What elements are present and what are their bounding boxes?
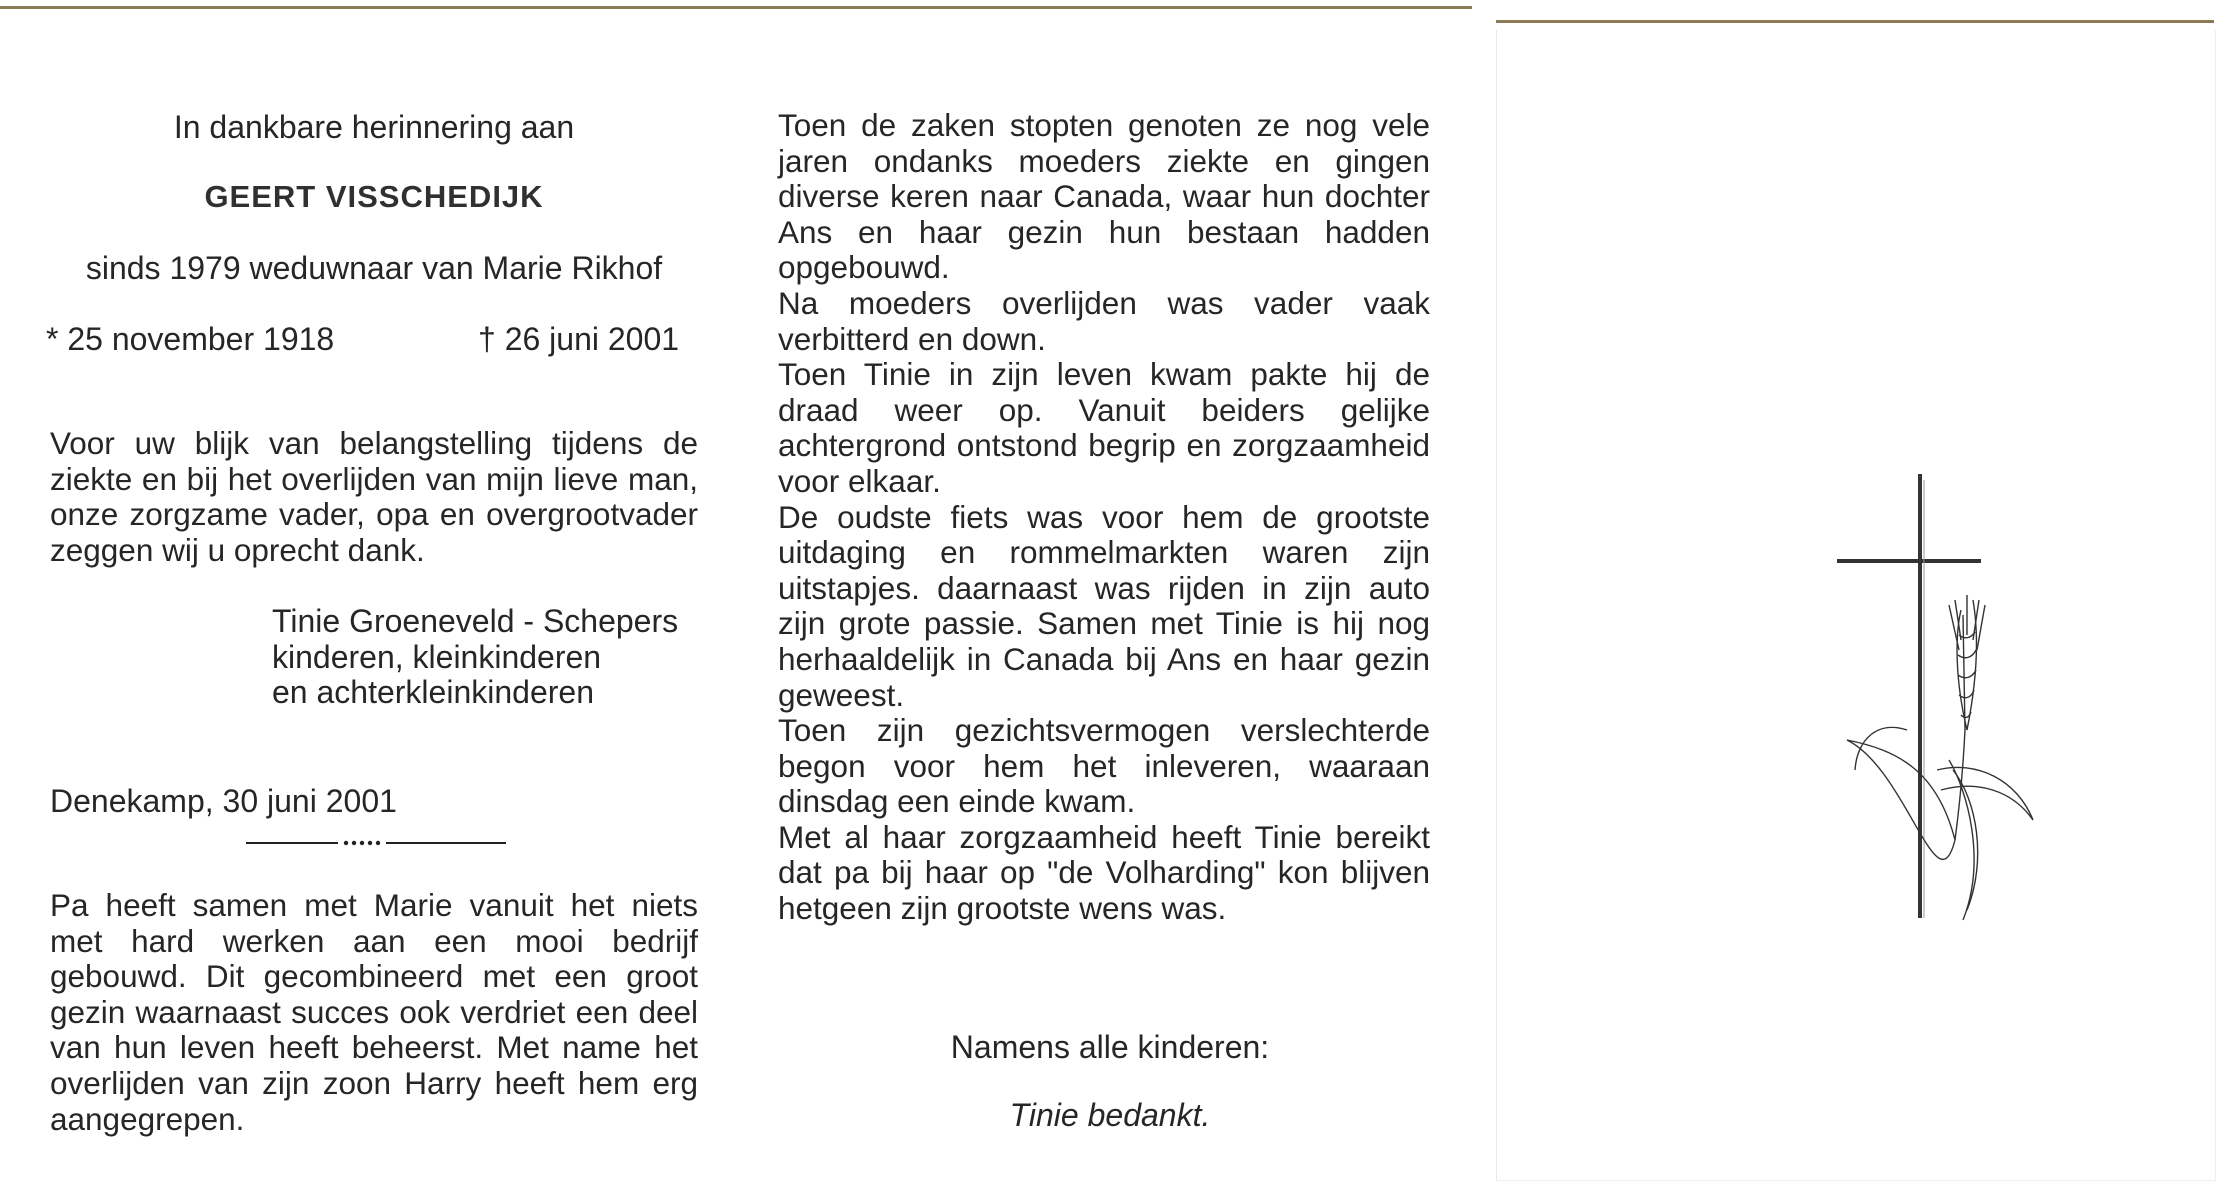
life-paragraph — [50, 888, 698, 1137]
place-date: Denekamp, 30 juni 2001 — [50, 783, 397, 819]
thanks-text: Voor uw blijk van belangstelling tijdens de ziekte en bij het overlijden van mijn lieve man, onze zorgzame vader, opa en overgrootvader zeggen wij u oprecht dank. — [50, 425, 698, 568]
intro-line: In dankbare herinnering aan — [173, 109, 575, 145]
story-paragraph: Toen de zaken stopten genoten ze nog vele jaren ondanks moeders ziekte en gingen diverse keren naar Canada, waar hun dochter Ans en haar gezin hun bestaan hadden opgebouwd. — [778, 107, 1430, 286]
family-line: Tinie Groeneveld - Schepers — [272, 603, 679, 639]
signature-line: Tinie bedankt. — [1009, 1097, 1211, 1133]
story-paragraph: Toen zijn gezichtsvermogen verslechterde begon voor hem het inleveren, waaraan dinsdag een einde kwam. — [778, 712, 1430, 820]
birth-date: * 25 november 1918 — [46, 321, 335, 357]
widower-line: sinds 1979 weduwnaar van Marie Rikhof — [85, 250, 663, 286]
story-paragraph: De oudste fiets was voor hem de grootste uitdaging en rommelmarkten waren zijn uitstapjes. daarnaast was rijden in zijn auto zijn grote passie. Samen met Tinie is hij nog herhaaldelijk in Canada bij Ans en haar gezin geweest. — [778, 498, 1430, 713]
ornamental-divider — [246, 840, 506, 846]
cross-with-wheat-icon — [1837, 440, 2077, 940]
signoff-line: Namens alle kinderen: — [950, 1029, 1270, 1065]
top-edge-right — [1496, 20, 2214, 23]
family-signature — [272, 604, 678, 711]
story-paragraph: Toen Tinie in zijn leven kwam pakte hij de draad weer op. Vanuit beiders gelijke achtergrond ontstond begrip en zorgzaamheid voor elkaar. — [778, 356, 1430, 499]
top-edge-left — [0, 6, 1472, 9]
family-line: en achterkleinkinderen — [272, 674, 594, 711]
death-date: † 26 juni 2001 — [478, 321, 680, 357]
story-paragraph: Na moeders overlijden was vader vaak verbitterd en down. — [778, 284, 1430, 357]
thanks-paragraph — [50, 426, 698, 568]
family-line: kinderen, kleinkinderen — [272, 638, 602, 675]
story-column — [778, 108, 1430, 927]
story-paragraph: Met al haar zorgzaamheid heeft Tinie bereikt dat pa bij haar op "de Volharding" kon blijven hetgeen zijn grootste wens was. — [778, 818, 1430, 927]
life-text: Pa heeft samen met Marie vanuit het niets met hard werken aan een mooi bedrijf gebouwd. Dit gecombineerd met een groot gezin waarnaast succes ook verdriet een deel van hun leven heeft beheerst. Met name het overlijden van zijn zoon Harry heeft hem erg aangegrepen. — [50, 887, 698, 1137]
memorial-card-front — [1496, 30, 2216, 1181]
deceased-name: GEERT VISSCHEDIJK — [204, 179, 544, 214]
